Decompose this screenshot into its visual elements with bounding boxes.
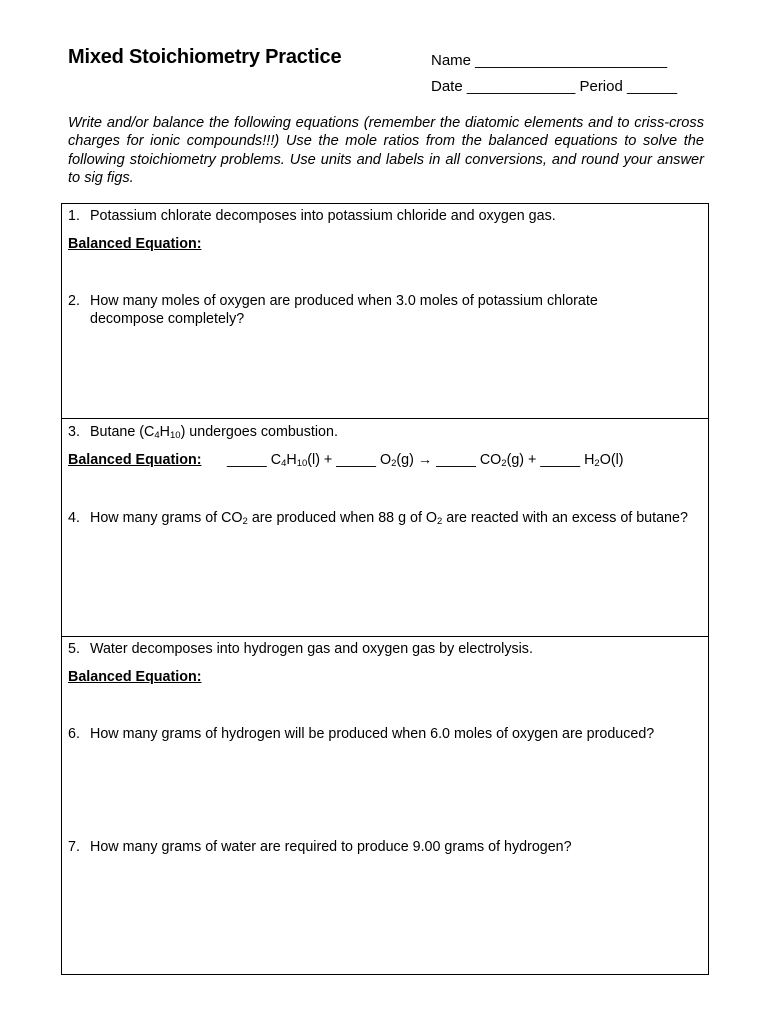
question-number: 2. <box>68 293 80 309</box>
date-period-field[interactable]: Date _____________ Period ______ <box>431 78 678 95</box>
question-text: Butane $(C_4H_{10})$ undergoes combustion. <box>90 424 338 441</box>
question-number: 1. <box>68 208 80 224</box>
page-title: Mixed Stoichiometry Practice <box>68 46 342 68</box>
instructions: Write and/or balance the following equations (remember the diatomic elements and to criss-cross charges for ionic compounds!!!) Use the mole ratios from the balanced equations to solve the following stoichiometry problems. Use units and labels in all conversions, and round your answer to sig figs. <box>68 115 704 186</box>
question-text: How many grams of hydrogen will be produced when 6.0 moles of oxygen are produced? <box>90 726 655 742</box>
section-divider-2 <box>61 636 709 637</box>
question-number: 7. <box>68 839 80 855</box>
section-divider-1 <box>61 418 709 419</box>
question-text: How many moles of oxygen are produced when 3.0 moles of potassium chlorate decompose completely? <box>90 293 598 327</box>
question-number: 5. <box>68 641 80 657</box>
balanced-equation-label-3: Balanced Equation: <box>68 452 202 468</box>
question-number: 3. <box>68 424 80 440</box>
butane-combustion-equation[interactable]: _____ $C_4H_{10}(l)$ + _____ $O_2(g)$ → _____ $CO_2(g)$ + _____ $H_2O(l)$ <box>227 452 624 469</box>
question-text: How many grams of water are required to produce 9.00 grams of hydrogen? <box>90 839 572 855</box>
balanced-equation-label-5: Balanced Equation: <box>68 669 202 685</box>
question-number: 6. <box>68 726 80 742</box>
question-text: Water decomposes into hydrogen gas and oxygen gas by electrolysis. <box>90 641 533 657</box>
question-number: 4. <box>68 510 80 526</box>
question-text: Potassium chlorate decomposes into potassium chloride and oxygen gas. <box>90 208 556 224</box>
name-field[interactable]: Name _______________________ <box>431 52 668 69</box>
question-text: How many grams of $CO_2$ are produced when 88 g of $O_2$ are reacted with an excess of butane? <box>90 510 688 527</box>
balanced-equation-label-1: Balanced Equation: <box>68 236 202 252</box>
